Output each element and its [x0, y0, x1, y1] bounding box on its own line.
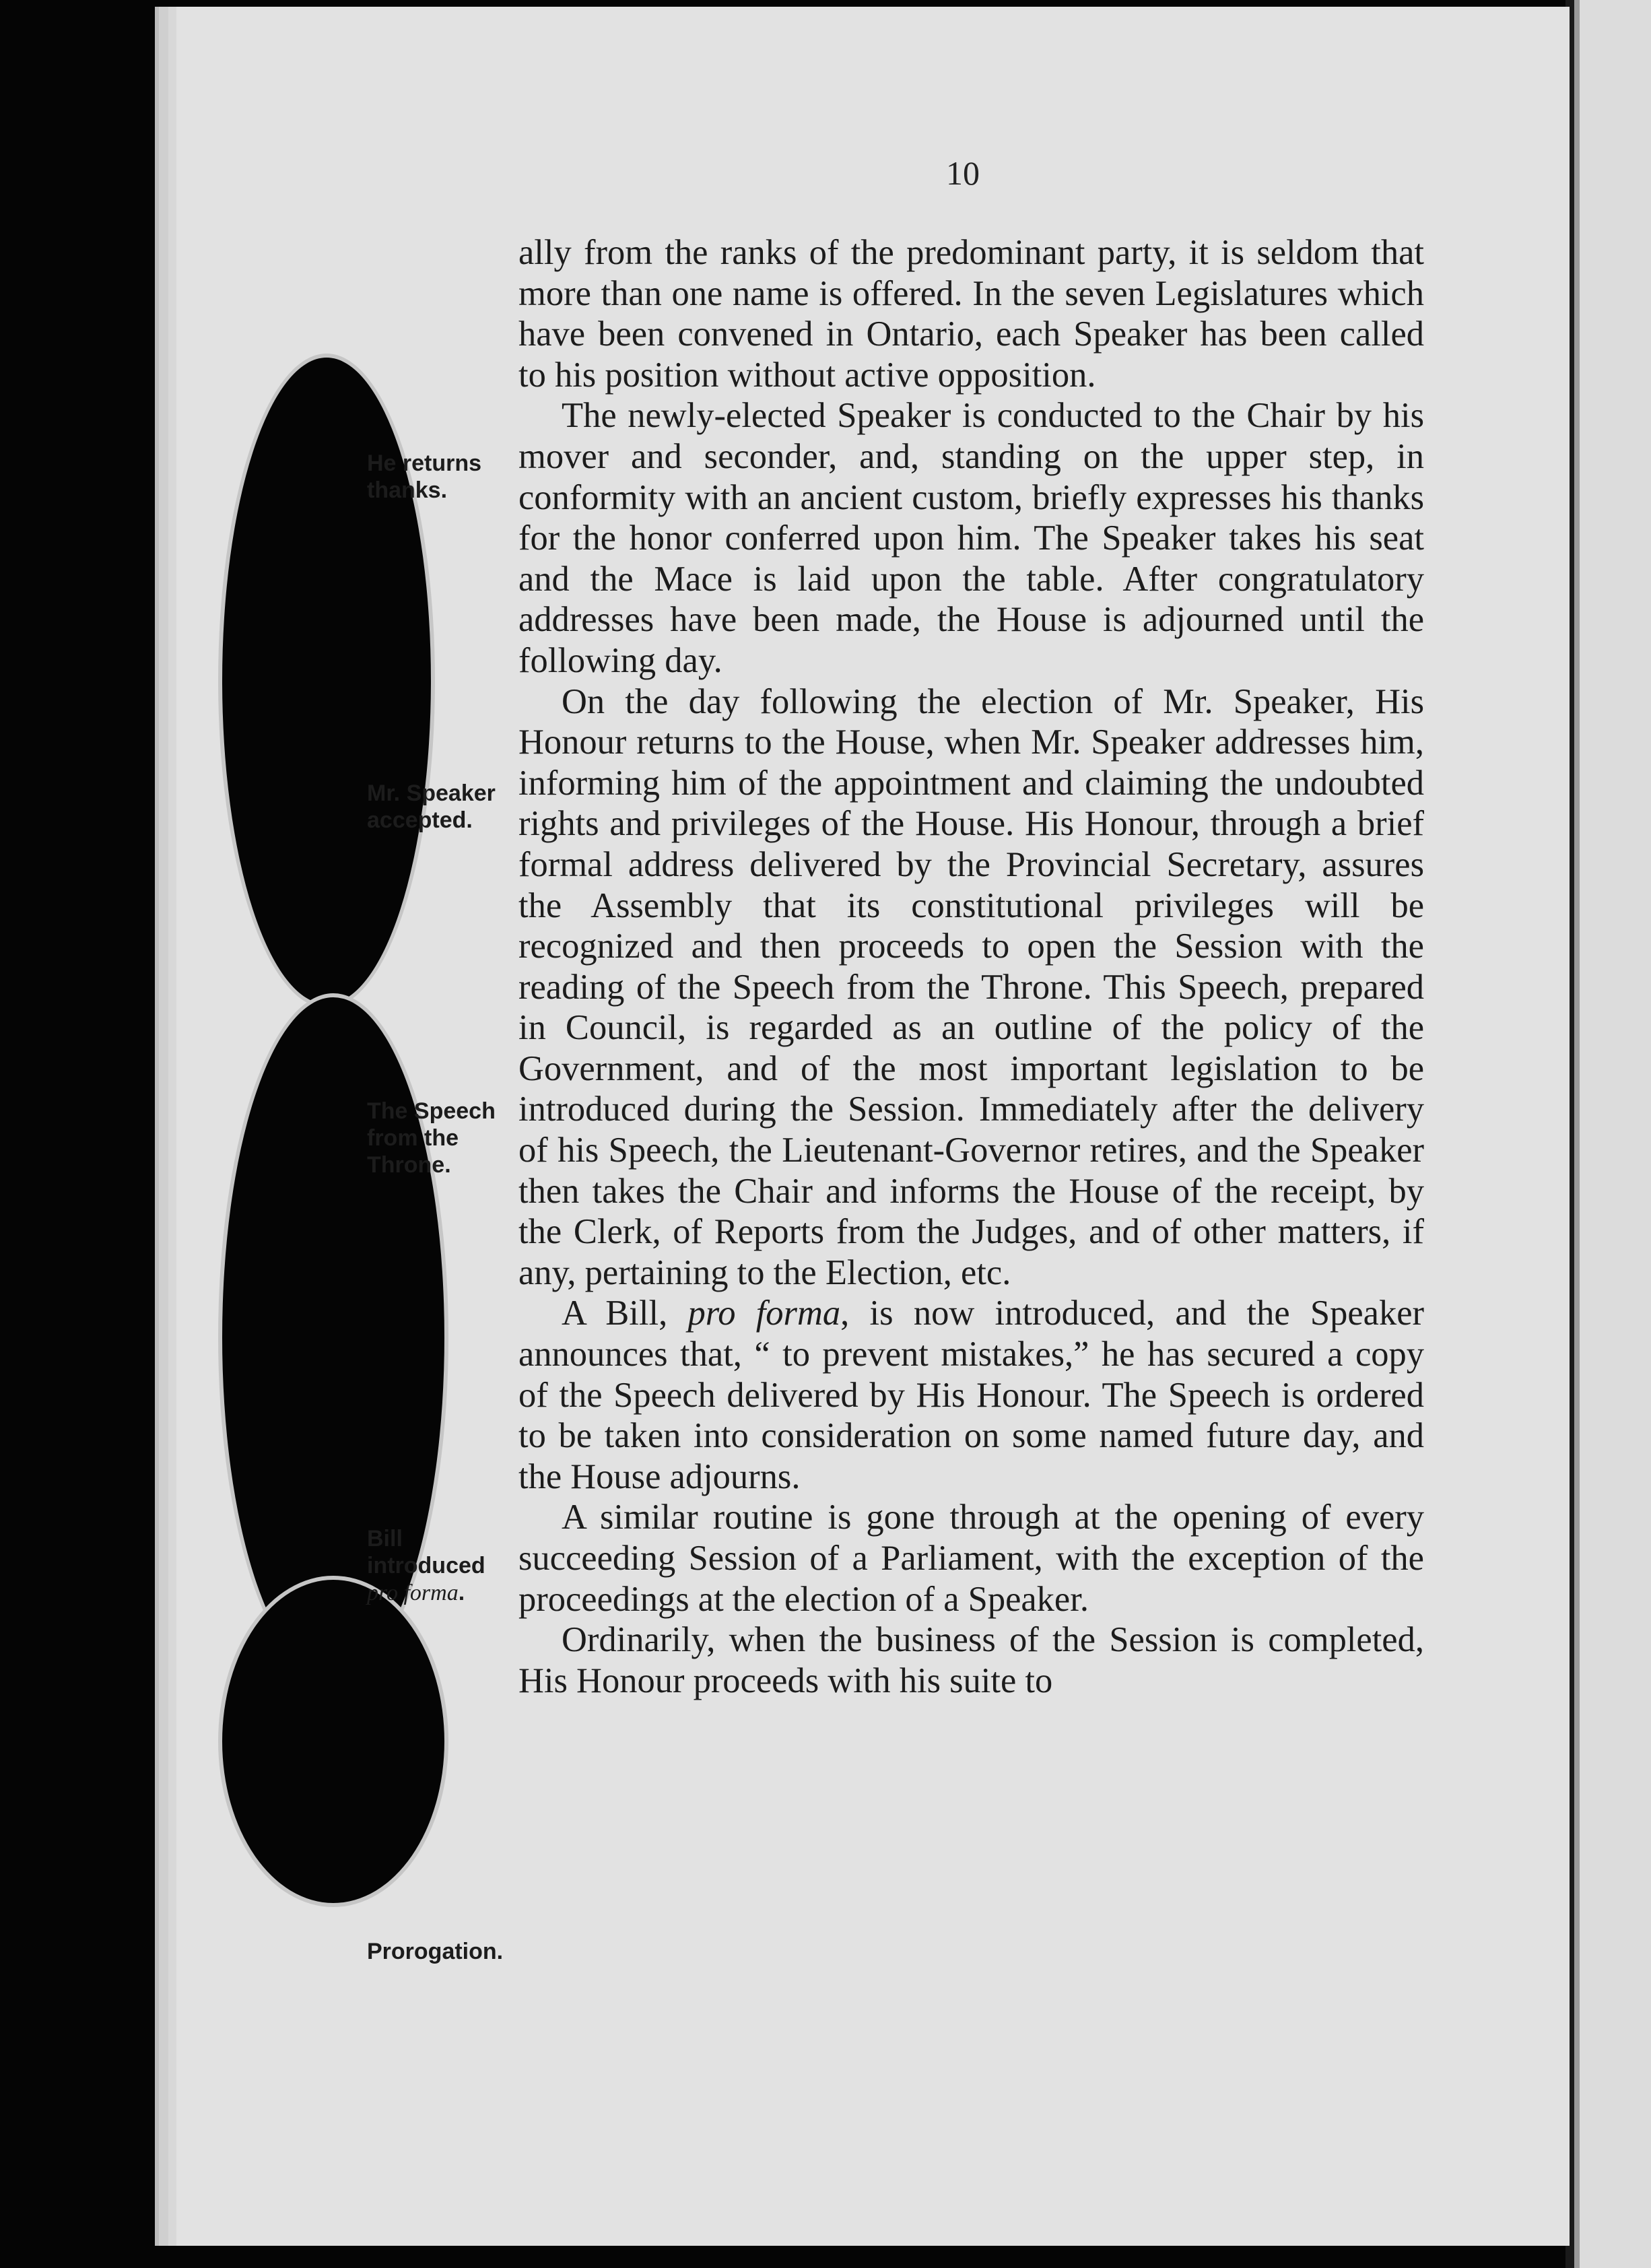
bill-text-end: , is now introduced, and the Speaker announces that, “ to prevent mistakes,” he has secured a copy of the Speech delivered by His Honour. The Speech is ordered to be taken into consideration on some named future day, and the House adjourns.: [518, 1294, 1424, 1496]
adjacent-page-edge: [1574, 0, 1651, 2268]
page-number: 10: [946, 154, 980, 192]
paragraph-similar-routine: A similar routine is gone through at the opening of every succeeding Session of a Parliament, with the exception of the proceedings at the election of a Speaker.: [518, 1498, 1424, 1619]
marginal-note-speaker-accepted: Mr. Speaker accepted.: [367, 780, 496, 833]
marginal-note-bill-italic: pro forma: [367, 1580, 459, 1605]
paragraph-bill-pro-forma: [518, 1293, 1424, 1497]
marginal-note-thanks: He returns thanks.: [367, 451, 482, 503]
paragraph-speaker-thanks: The newly-elected Speaker is conducted to the Chair by his mover and seconder, and, standing on the upper step, in conformity with an ancient custom, briefly expresses his thanks for the honor conferred upon him. The Speaker takes his seat and the Mace is laid upon the table. After congratulatory addresses have been made, the House is adjourned until the following day.: [518, 396, 1424, 680]
marginal-note-bill-start: Bill introduced: [367, 1526, 485, 1578]
marginal-note-bill-pro-forma: [367, 1525, 508, 1607]
marginal-note-speech-throne: The Speech from the Throne.: [367, 1098, 496, 1178]
bill-text-italic: pro forma: [687, 1294, 841, 1333]
marginal-note-bill-end: .: [458, 1580, 465, 1605]
body-text: [518, 232, 1424, 1701]
paragraph-prorogation: Ordinarily, when the business of the Session is completed, His Honour proceeds with his suite to: [518, 1620, 1424, 1700]
paragraph-speaker-accepted: On the day following the election of Mr. Speaker, His Honour returns to the House, when Mr. Speaker addresses him, informing him of the appointment and claiming the undoubted rights and privileges of the House. His Honour, through a brief formal address delivered by the Provincial Secretary, assures the Assembly that its constitutional privileges will be recognized and then proceeds to open the Session with the reading of the Speech from the Throne. This Speech, prepared in Council, is regarded as an outline of the policy of the Government, and of the most important legislation to be introduced during the Session. Immediately after the delivery of his Speech, the Lieutenant-Governor retires, and the Speaker then takes the Chair and informs the House of the receipt, by the Clerk, of Reports from the Judges, and of other matters, if any, pertaining to the Election, etc.: [518, 681, 1424, 1292]
bill-text-start: A Bill,: [562, 1294, 688, 1333]
thumb-index-cutout: [218, 1576, 448, 1907]
marginal-note-prorogation: Prorogation.: [367, 1939, 504, 1964]
paragraph-continuation: ally from the ranks of the predominant party, it is seldom that more than one name is offered. In the seven Legislatures which have been convened in Ontario, each Speaker has been called to his position without active opposition.: [518, 233, 1424, 395]
